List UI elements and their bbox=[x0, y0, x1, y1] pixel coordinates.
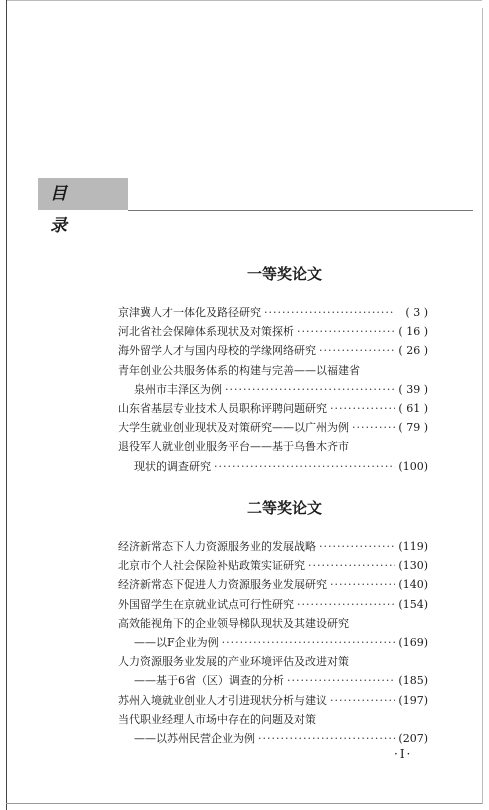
toc-entry[interactable] bbox=[118, 575, 428, 594]
toc-entry-title: 山东省基层专业技术人员职称评聘问题研究 bbox=[118, 401, 327, 415]
toc-entry-page: ( 39 ) bbox=[398, 382, 428, 396]
page-border-right bbox=[482, 8, 483, 804]
toc-entry-page: ( 26 ) bbox=[398, 344, 428, 358]
dot-leader bbox=[222, 633, 395, 652]
toc-entry-title: 海外留学人才与国内母校的学缘网络研究 bbox=[118, 344, 316, 358]
toc-entry-page: ( 3 ) bbox=[405, 306, 428, 319]
toc-entry[interactable] bbox=[118, 729, 428, 748]
toc-entry-page: (197) bbox=[398, 693, 428, 707]
dot-leader bbox=[258, 729, 395, 748]
page-folio: ·Ⅰ· bbox=[394, 747, 413, 761]
toc-entry[interactable] bbox=[118, 652, 428, 671]
toc-entry[interactable] bbox=[118, 633, 428, 652]
toc-entry[interactable] bbox=[118, 418, 428, 437]
toc-entry-page: (140) bbox=[398, 578, 428, 592]
dot-leader bbox=[214, 457, 395, 476]
toc-entry-page: (130) bbox=[398, 559, 428, 573]
toc-entry[interactable] bbox=[118, 556, 428, 575]
dot-leader bbox=[319, 341, 395, 360]
dot-leader bbox=[352, 418, 395, 437]
toc-entry[interactable] bbox=[118, 595, 428, 614]
toc-entry-title: 经济新常态下促进人力资源服务业发展研究 bbox=[118, 578, 327, 592]
toc-entry[interactable] bbox=[118, 691, 428, 710]
toc-entry[interactable] bbox=[118, 614, 428, 633]
dot-leader bbox=[287, 671, 395, 690]
toc-entry[interactable] bbox=[118, 303, 428, 322]
dot-leader bbox=[225, 380, 395, 399]
dot-leader bbox=[330, 575, 395, 594]
toc-entry-page: (207) bbox=[398, 731, 428, 745]
toc-entry-title: 苏州入境就业创业人才引进现状分析与建议 bbox=[118, 693, 327, 707]
toc-entry-title: 退役军人就业创业服务平台——基于乌鲁木齐市 bbox=[118, 440, 349, 454]
toc-entry-title: 外国留学生在京就业试点可行性研究 bbox=[118, 597, 294, 611]
toc-entry-page: ( 79 ) bbox=[398, 421, 428, 435]
toc-entry-title: ——以F企业为例 bbox=[134, 635, 219, 649]
heading-rule bbox=[128, 210, 473, 211]
toc-entry-page: ( 16 ) bbox=[398, 325, 428, 339]
toc-entry[interactable] bbox=[118, 671, 428, 690]
toc-entry-title: 泉州市丰泽区为例 bbox=[134, 382, 222, 396]
toc-entry-title: 高效能视角下的企业领导梯队现状及其建设研究 bbox=[118, 616, 349, 630]
toc-entry[interactable] bbox=[118, 361, 428, 380]
page-border-bottom bbox=[6, 803, 482, 804]
toc-entry[interactable] bbox=[118, 710, 428, 729]
dot-leader bbox=[330, 399, 395, 418]
section-title-first-prize: 一等奖论文 bbox=[246, 265, 322, 283]
toc-entry-title: 当代职业经理人市场中存在的问题及对策 bbox=[118, 712, 316, 726]
toc-entry-page: ( 61 ) bbox=[398, 401, 428, 415]
toc-entry[interactable] bbox=[118, 437, 428, 456]
toc-entry-page: (154) bbox=[398, 597, 428, 611]
toc-entry-page: (100) bbox=[398, 459, 428, 473]
dot-leader bbox=[264, 303, 395, 322]
toc-list-first-prize bbox=[118, 303, 428, 476]
toc-entry-title: ——以苏州民营企业为例 bbox=[134, 731, 255, 745]
toc-entry-page: (185) bbox=[398, 674, 428, 688]
toc-list-second-prize bbox=[118, 537, 428, 748]
toc-entry[interactable] bbox=[118, 341, 428, 360]
toc-entry-title: 大学生就业创业现状及对策研究——以广州为例 bbox=[118, 421, 349, 435]
page-border-left bbox=[6, 0, 7, 810]
page-border-top bbox=[6, 0, 482, 1]
dot-leader bbox=[330, 691, 395, 710]
dot-leader bbox=[308, 556, 395, 575]
dot-leader bbox=[297, 322, 395, 341]
toc-entry-title: 经济新常态下人力资源服务业的发展战略 bbox=[118, 540, 316, 553]
toc-entry-title: 河北省社会保障体系现状及对策探析 bbox=[118, 325, 294, 339]
toc-entry[interactable] bbox=[118, 322, 428, 341]
toc-entry-page: (169) bbox=[398, 635, 428, 649]
dot-leader bbox=[319, 537, 395, 556]
toc-entry-title: ——基于6省（区）调查的分析 bbox=[134, 674, 284, 688]
toc-entry[interactable] bbox=[118, 380, 428, 399]
toc-entry-title: 京津冀人才一体化及路径研究 bbox=[118, 306, 261, 319]
toc-entry[interactable] bbox=[118, 399, 428, 418]
toc-entry-title: 人力资源服务业发展的产业环境评估及改进对策 bbox=[118, 655, 349, 669]
toc-entry-title: 现状的调查研究 bbox=[134, 459, 211, 473]
toc-entry-title: 北京市个人社会保险补贴政策实证研究 bbox=[118, 559, 305, 573]
toc-entry-page: (119) bbox=[398, 540, 428, 553]
toc-heading: 目录 bbox=[38, 178, 128, 210]
toc-entry-title: 青年创业公共服务体系的构建与完善——以福建省 bbox=[118, 363, 360, 377]
toc-entry[interactable] bbox=[118, 457, 428, 476]
section-title-second-prize: 二等奖论文 bbox=[246, 499, 322, 517]
toc-entry[interactable] bbox=[118, 537, 428, 556]
dot-leader bbox=[297, 595, 395, 614]
